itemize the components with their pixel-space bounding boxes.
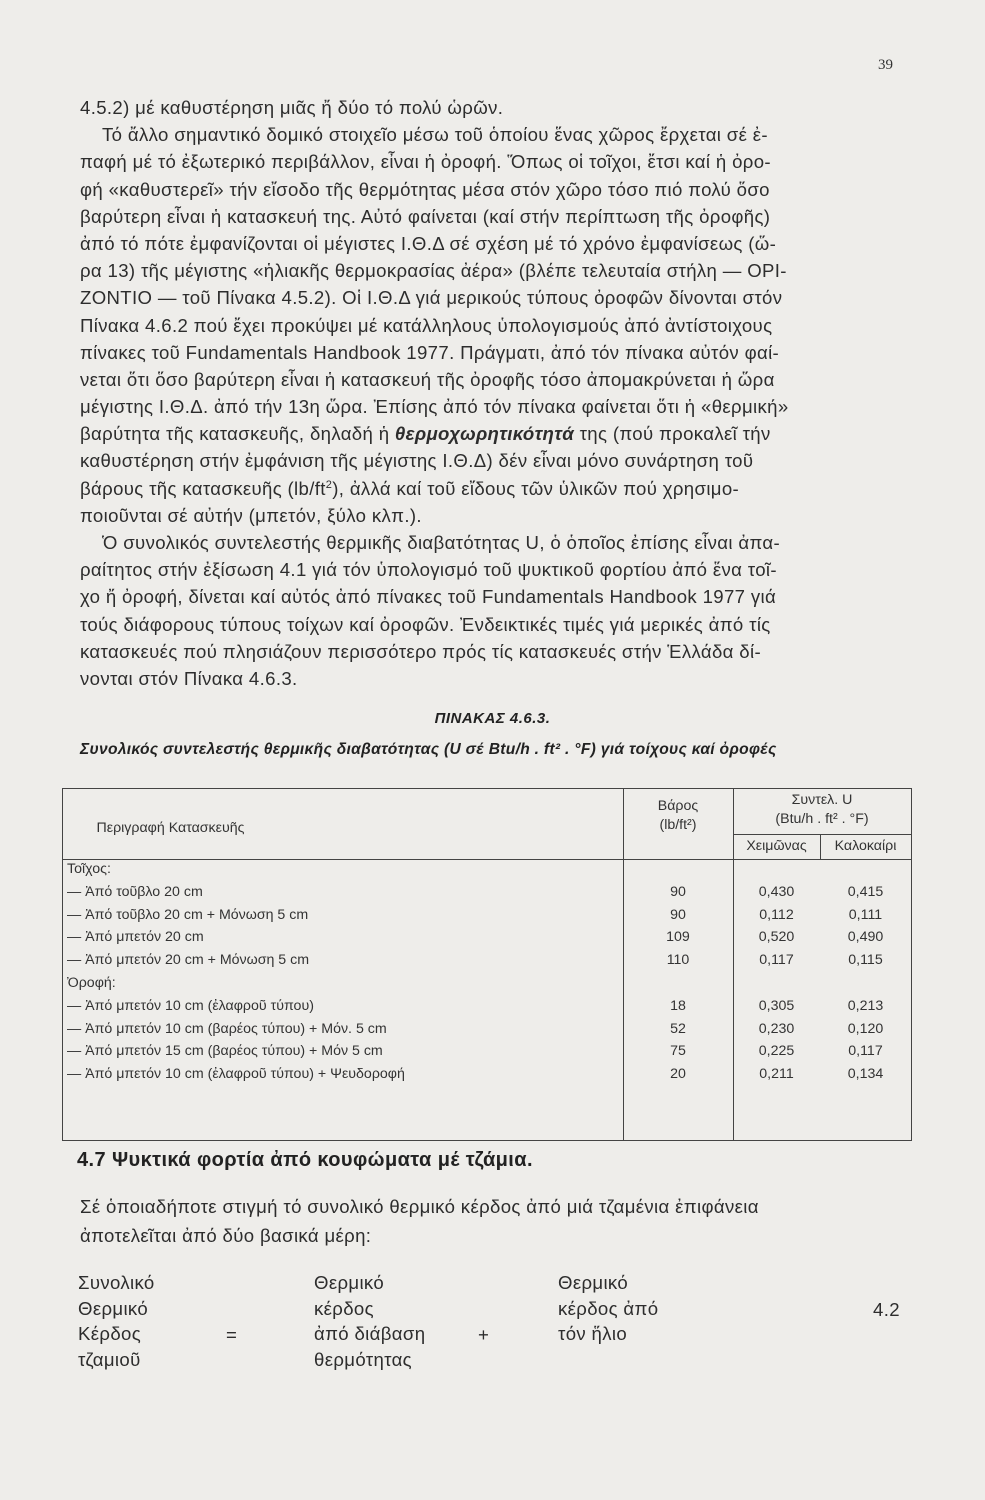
- header-u: [733, 791, 911, 829]
- text-span: ραίτητος στήν ἐξίσωση 4.1 γιά τόν ὑπολογισμό τοῦ ψυκτικοῦ φορτίου ἀπό ἕνα τοῖ-: [80, 559, 777, 581]
- row-description: — Ἀπό μπετόν 20 cm + Μόνωση 5 cm: [67, 952, 310, 969]
- formula-right-term: [558, 1270, 658, 1347]
- text-line: [80, 475, 910, 502]
- text-line: [80, 257, 910, 284]
- row-divider: [733, 834, 911, 835]
- text-span: ποιοῦνται σέ αὐτήν (μπετόν, ξύλο κλπ.).: [80, 504, 422, 526]
- table-row: [63, 975, 911, 998]
- header-weight-line2: (lb/ft²): [659, 817, 697, 833]
- formula-word: Συνολικό: [78, 1272, 155, 1293]
- text-span: μέγιστης Ι.Θ.Δ. ἀπό τήν 13η ὥρα. Ἐπίσης ἀπό τόν πίνακα φαίνεται ὅτι ἡ «θερμική»: [80, 396, 789, 418]
- row-summer-u: 0,490: [847, 929, 884, 946]
- text-span: τούς διάφορους τύπους τοίχων καί ὀροφῶν. Ἐνδεικτικές τιμές γιά μερικές ἀπό τίς: [80, 613, 771, 635]
- text-line: [80, 502, 910, 529]
- text-line: [80, 312, 910, 339]
- table-row: [63, 929, 911, 952]
- formula-word: Κέρδος: [78, 1323, 142, 1344]
- section-intro: [80, 1192, 910, 1250]
- text-span: Τό ἄλλο σημαντικό δομικό στοιχεῖο μέσω τοῦ ὁποίου ἕνας χῶρος ἔρχεται σέ ἐ-: [102, 124, 768, 146]
- text-span: 2: [325, 478, 333, 491]
- row-description: — Ἀπό μπετόν 10 cm (βαρέος τύπου) + Μόν. 5 cm: [67, 1020, 387, 1037]
- row-weight: 18: [670, 997, 686, 1014]
- header-winter: Χειμῶνας: [746, 838, 807, 854]
- table-row: [63, 998, 911, 1021]
- row-summer-u: 0,415: [847, 883, 884, 900]
- text-span: Πίνακα 4.6.2 πού ἔχει προκύψει μέ κατάλληλους ὑπολογισμούς ἀπό ἀντίστοιχους: [80, 314, 773, 336]
- row-summer-u: 0,120: [847, 1020, 884, 1037]
- text-line: [80, 121, 910, 148]
- emphasized-term: θερμοχωρητικότητά: [394, 423, 575, 445]
- table-caption: Συνολικός συντελεστής θερμικῆς διαβατότητας (U σέ Btu/h . ft² . °F) γιά τοίχους καί ὀροφές: [80, 741, 777, 758]
- formula-word: κέρδος ἀπό: [558, 1297, 659, 1319]
- page-number: 39: [878, 57, 893, 73]
- text-span: ΖΟΝΤΙΟ — τοῦ Πίνακα 4.5.2). Οἱ Ι.Θ.Δ γιά μερικούς τύπους ὀροφῶν δίνονται στόν: [80, 287, 783, 309]
- header-u-line1: Συντελ. U: [791, 792, 853, 808]
- row-summer-u: 0,117: [848, 1043, 883, 1060]
- text-span: Ὁ συνολικός συντελεστής θερμικῆς διαβατότητας U, ὁ ὁποῖος ἐπίσης εἶναι ἀπα-: [102, 532, 781, 553]
- row-description: — Ἀπό μπετόν 10 cm (ἐλαφροῦ τύπου): [67, 997, 314, 1014]
- row-summer-u: 0,115: [848, 952, 883, 969]
- row-description: Ὀροφή:: [67, 974, 116, 991]
- formula-word: τζαμιοῦ: [78, 1348, 141, 1370]
- text-line: [80, 393, 910, 420]
- row-weight: 75: [670, 1043, 686, 1060]
- table-row: [63, 861, 911, 884]
- row-description: — Ἀπό τοῦβλο 20 cm: [67, 883, 203, 900]
- header-summer: Καλοκαίρι: [834, 838, 897, 854]
- formula-left-term: [78, 1270, 155, 1372]
- row-winter-u: 0,520: [758, 929, 795, 946]
- text-line: [80, 447, 910, 474]
- intro-line: ἀποτελεῖται ἀπό δύο βασικά μέρη:: [80, 1225, 372, 1246]
- formula-word: Θερμικό: [558, 1272, 629, 1293]
- section-heading: 4.7 Ψυκτικά φορτία ἀπό κουφώματα μέ τζάμια.: [77, 1149, 533, 1171]
- formula-word: Θερμικό: [314, 1272, 385, 1293]
- table-row: [63, 884, 911, 907]
- header-description: Περιγραφή Κατασκευῆς: [96, 820, 245, 836]
- row-weight: 52: [670, 1020, 686, 1037]
- text-line: [80, 94, 910, 121]
- table-row: [63, 952, 911, 975]
- text-line: [80, 203, 910, 230]
- text-span: ἀπό τό πότε ἐμφανίζονται οἱ μέγιστες Ι.Θ.Δ σέ σχέση μέ τό χρόνο ἐμφανίσεως (ὥ-: [80, 232, 777, 254]
- text-span: ρα 13) τῆς μέγιστης «ἡλιακῆς θερμοκρασίας ἀέρα» (βλέπε τελευταία στήλη — ΟΡΙ-: [80, 260, 787, 282]
- text-line: [80, 583, 910, 610]
- row-weight: 109: [666, 929, 690, 946]
- formula-word: θερμότητας: [314, 1348, 412, 1370]
- text-line: [80, 665, 910, 692]
- text-span: καθυστέρηση στήν ἐμφάνιση τῆς μέγιστης Ι.Θ.Δ) δέν εἶναι μόνο συνάρτηση τοῦ: [80, 450, 754, 472]
- row-weight: 110: [666, 952, 690, 969]
- plus-sign: +: [478, 1324, 490, 1345]
- table-row: [63, 1043, 911, 1066]
- equals-sign: =: [226, 1324, 238, 1345]
- text-span: 4.5.2) μέ καθυστέρηση μιᾶς ἤ δύο τό πολύ ὡρῶν.: [80, 97, 504, 118]
- text-line: [80, 176, 910, 203]
- row-winter-u: 0,225: [758, 1043, 795, 1060]
- text-line: [80, 148, 910, 175]
- row-winter-u: 0,230: [758, 1020, 795, 1037]
- row-winter-u: 0,117: [759, 952, 794, 969]
- header-u-line2: (Btu/h . ft² . °F): [775, 811, 869, 827]
- formula-word: τόν ἥλιο: [558, 1323, 628, 1344]
- row-weight: 90: [670, 906, 686, 923]
- header-weight: [623, 797, 733, 835]
- equation-4-2: [78, 1270, 918, 1400]
- text-span: ), ἀλλά καί τοῦ εἴδους τῶν ὑλικῶν πού χρησιμο-: [332, 477, 740, 499]
- row-winter-u: 0,305: [758, 997, 795, 1014]
- table-body: [63, 861, 911, 1089]
- text-span: φή «καθυστερεῖ» τήν εἴσοδο τῆς θερμότητας μέσα στόν χῶρο τόσο πιό πολύ ὅσο: [80, 178, 770, 200]
- formula-word: ἀπό διάβαση: [314, 1323, 426, 1344]
- row-divider: [63, 859, 911, 860]
- text-span: νονται στόν Πίνακα 4.6.3.: [80, 667, 298, 689]
- text-span: πίνακες τοῦ Fundamentals Handbook 1977. Πράγματι, ἀπό τόν πίνακα αὐτόν φαί-: [80, 341, 780, 363]
- body-text: [80, 94, 910, 692]
- row-weight: 90: [670, 883, 686, 900]
- text-line: [80, 284, 910, 311]
- formula-word: κέρδος: [314, 1297, 374, 1319]
- text-line: [80, 339, 910, 366]
- text-line: [80, 230, 910, 257]
- row-description: — Ἀπό τοῦβλο 20 cm + Μόνωση 5 cm: [67, 906, 309, 923]
- row-summer-u: 0,134: [847, 1066, 884, 1083]
- table-row: [63, 907, 911, 930]
- equation-number: 4.2: [873, 1299, 900, 1320]
- text-line: [80, 638, 910, 665]
- row-weight: 20: [670, 1066, 686, 1083]
- row-summer-u: 0,213: [847, 997, 884, 1014]
- thermal-table: [62, 788, 912, 1141]
- text-span: βαρύτητα τῆς κατασκευῆς, δηλαδή ἡ: [80, 423, 395, 445]
- row-winter-u: 0,112: [759, 906, 794, 923]
- intro-line: Σέ ὁποιαδήποτε στιγμή τό συνολικό θερμικό κέρδος ἀπό μιά τζαμένια ἐπιφάνεια: [80, 1196, 759, 1217]
- table-row: [63, 1066, 911, 1089]
- row-description: — Ἀπό μπετόν 10 cm (ἐλαφροῦ τύπου) + Ψευδοροφή: [67, 1066, 405, 1083]
- text-span: βάρους τῆς κατασκευῆς (lb/ft: [80, 477, 326, 499]
- text-span: της (πού προκαλεῖ τήν: [574, 423, 771, 445]
- row-winter-u: 0,211: [759, 1066, 794, 1083]
- text-line: [80, 611, 910, 638]
- formula-middle-term: [314, 1270, 425, 1372]
- row-description: Τοῖχος:: [67, 861, 111, 877]
- row-description: — Ἀπό μπετόν 15 cm (βαρέος τύπου) + Μόν 5 cm: [67, 1043, 383, 1060]
- row-description: — Ἀπό μπετόν 20 cm: [67, 929, 204, 946]
- text-line: [80, 529, 910, 556]
- text-span: κατασκευές πού πλησιάζουν περισσότερο πρός τίς κατασκευές στήν Ἑλλάδα δί-: [80, 640, 762, 662]
- row-summer-u: 0,111: [848, 906, 883, 923]
- row-winter-u: 0,430: [758, 883, 795, 900]
- formula-word: Θερμικό: [78, 1297, 149, 1319]
- table-title: ΠΙΝΑΚΑΣ 4.6.3.: [434, 710, 551, 727]
- table-row: [63, 1021, 911, 1044]
- text-line: [80, 420, 910, 447]
- text-line: [80, 366, 910, 393]
- text-span: χο ἤ ὀροφή, δίνεται καί αὐτός ἀπό πίνακες τοῦ Fundamentals Handbook 1977 γιά: [80, 586, 777, 608]
- text-span: παφή μέ τό ἐξωτερικό περιβάλλον, εἶναι ἡ ὀροφή. Ὅπως οἱ τοῖχοι, ἔτσι καί ἡ ὀρο-: [80, 151, 771, 173]
- text-line: [80, 556, 910, 583]
- text-span: βαρύτερη εἶναι ἡ κατασκευή της. Αὐτό φαίνεται (καί στήν περίπτωση τῆς ὀροφῆς): [80, 205, 771, 227]
- header-weight-line1: Βάρος: [657, 798, 699, 814]
- text-span: νεται ὅτι ὅσο βαρύτερη εἶναι ἡ κατασκευή τῆς ὀροφῆς τόσο ἀπομακρύνεται ἡ ὥρα: [80, 368, 775, 390]
